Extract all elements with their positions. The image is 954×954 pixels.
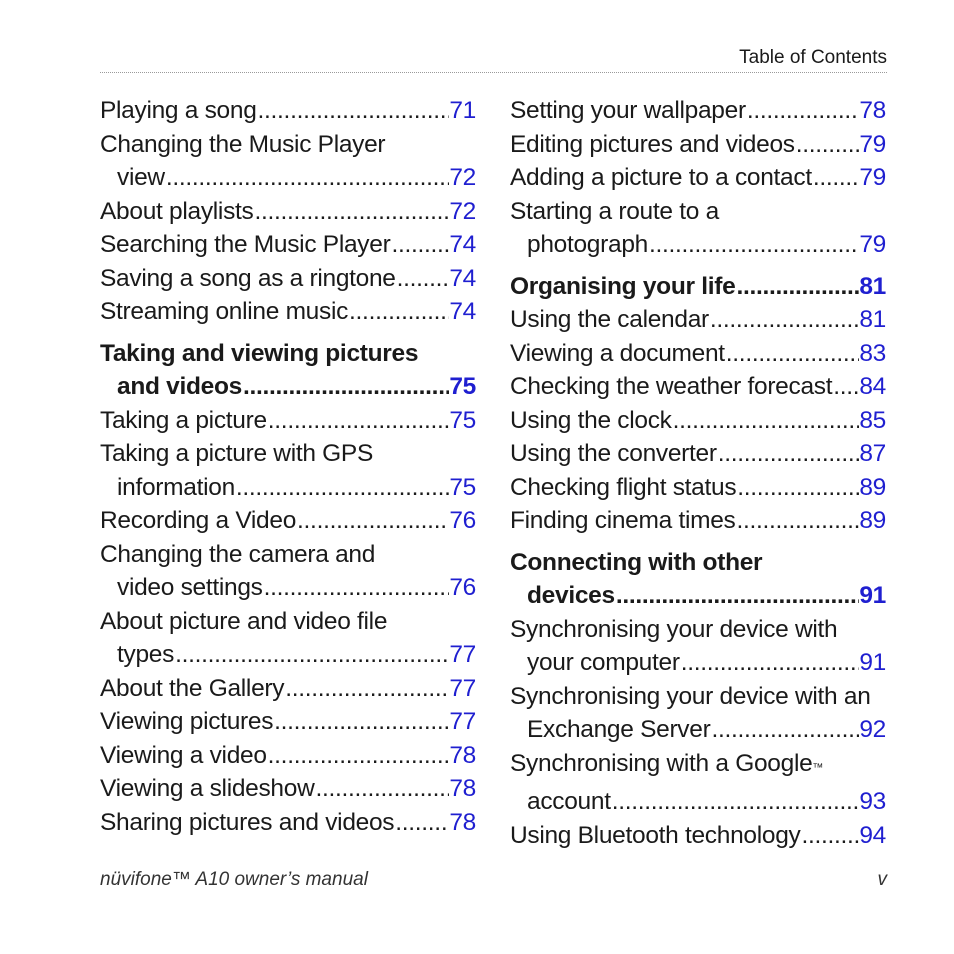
toc-entry[interactable] <box>510 337 886 371</box>
dot-leader <box>390 228 449 262</box>
toc-section-heading[interactable] <box>100 337 476 404</box>
dot-leader <box>263 571 450 605</box>
toc-page-link[interactable]: 87 <box>859 440 886 467</box>
toc-entry-title: Changing the Music Player <box>100 130 386 158</box>
toc-entry-line <box>510 303 886 337</box>
toc-entry-title: Organising your life <box>510 272 736 300</box>
toc-entry-line <box>100 806 476 840</box>
toc-page-link[interactable]: 77 <box>449 641 476 668</box>
toc-entry-line <box>100 538 476 572</box>
toc-entry-line <box>510 579 886 613</box>
toc-entry[interactable] <box>100 128 476 195</box>
toc-page-link[interactable]: 84 <box>859 373 886 400</box>
toc-page-link[interactable]: 75 <box>449 406 476 434</box>
toc-page-link[interactable]: 91 <box>859 649 886 676</box>
toc-page-link[interactable]: 78 <box>449 741 476 769</box>
toc-entry-line <box>100 672 476 706</box>
dot-leader <box>611 785 860 819</box>
toc-entry-line <box>100 471 476 505</box>
toc-entry-title: video settings <box>117 574 263 601</box>
dot-leader <box>396 262 450 296</box>
dot-leader <box>717 437 860 471</box>
toc-page-link[interactable]: 74 <box>449 298 476 325</box>
toc-entry-line <box>100 504 476 538</box>
toc-entry-line <box>510 94 886 128</box>
toc-entry[interactable] <box>510 471 886 505</box>
toc-entry-title: Playing a song <box>100 97 257 124</box>
toc-entry-title: About the Gallery <box>100 674 285 702</box>
dot-leader <box>242 370 449 404</box>
toc-page-link[interactable]: 77 <box>449 708 476 735</box>
toc-entry[interactable] <box>510 404 886 438</box>
toc-entry-title: Taking and viewing pictures <box>100 339 419 367</box>
toc-entry[interactable] <box>100 772 476 806</box>
toc-entry-title: Synchronising with a Google <box>510 749 813 777</box>
dot-leader <box>812 161 860 195</box>
toc-entry-line <box>510 195 886 229</box>
toc-entry-line <box>510 270 886 304</box>
toc-entry-title: Viewing a slideshow <box>100 775 315 802</box>
toc-page-link[interactable]: 92 <box>859 716 886 743</box>
manual-title: nüvifone™ A10 owner’s manual <box>100 869 368 890</box>
toc-entry-line <box>510 370 886 404</box>
dot-leader <box>348 295 449 329</box>
toc-entry[interactable] <box>100 295 476 329</box>
toc-entry-title: Viewing a document <box>510 339 725 367</box>
toc-entry[interactable] <box>100 705 476 739</box>
toc-page-link[interactable]: 75 <box>449 473 476 501</box>
toc-entry-line <box>510 546 886 580</box>
toc-entry-line <box>510 819 886 853</box>
toc-entry-line <box>100 94 476 128</box>
toc-entry-title: Exchange Server <box>527 716 711 743</box>
toc-entry-title: About picture and video file <box>100 607 388 635</box>
toc-entry-title: Editing pictures and videos <box>510 130 795 158</box>
toc-page-link[interactable]: 76 <box>449 507 476 534</box>
dot-leader <box>273 705 449 739</box>
toc-page-link[interactable]: 83 <box>859 339 886 367</box>
toc-entry-line <box>100 404 476 438</box>
toc-entry-line <box>510 161 886 195</box>
dot-leader <box>257 94 450 128</box>
toc-entry-title: and videos <box>117 373 242 400</box>
toc-entry[interactable] <box>100 94 476 128</box>
toc-section-heading[interactable] <box>510 546 886 613</box>
toc-page-link[interactable]: 81 <box>859 306 886 333</box>
toc-entry[interactable] <box>100 228 476 262</box>
toc-page-link[interactable]: 81 <box>859 272 886 300</box>
toc-entry-line <box>100 571 476 605</box>
toc-page-link[interactable]: 78 <box>449 775 476 802</box>
dot-leader <box>615 579 860 613</box>
toc-entry[interactable] <box>510 195 886 262</box>
toc-page-link[interactable]: 89 <box>859 473 886 501</box>
toc-entry-line <box>510 747 886 786</box>
toc-entry-title: Connecting with other <box>510 548 763 576</box>
toc-entry-line <box>100 262 476 296</box>
toc-entry[interactable] <box>510 94 886 128</box>
toc-entry-line <box>510 128 886 162</box>
toc-page-link[interactable]: 85 <box>859 406 886 434</box>
toc-entry[interactable] <box>510 819 886 853</box>
toc-entry-line <box>100 638 476 672</box>
toc-entry-line <box>510 337 886 371</box>
dot-leader <box>253 195 449 229</box>
toc-entry-title: Setting your wallpaper <box>510 97 746 124</box>
toc-entry-title: Viewing pictures <box>100 708 274 735</box>
toc-page-link[interactable]: 91 <box>859 582 886 609</box>
toc-entry-title: Changing the camera and <box>100 540 376 568</box>
dot-leader <box>680 646 860 680</box>
toc-page-link[interactable]: 78 <box>449 808 476 836</box>
toc-left-column <box>100 94 476 839</box>
toc-entry-title: Using the clock <box>510 406 672 434</box>
dot-leader <box>736 471 859 505</box>
toc-entry[interactable] <box>100 195 476 229</box>
toc-entry[interactable] <box>510 747 886 819</box>
toc-entry-title: Starting a route to a <box>510 197 719 225</box>
dot-leader <box>800 819 859 853</box>
toc-entry[interactable] <box>100 672 476 706</box>
dot-leader <box>735 270 859 304</box>
toc-entry-title: Taking a picture <box>100 406 267 434</box>
dot-leader <box>174 638 449 672</box>
toc-page-link[interactable]: 79 <box>859 164 886 191</box>
toc-entry-title: Synchronising your device with an <box>510 682 871 710</box>
dot-leader <box>296 504 449 538</box>
toc-entry-line <box>100 295 476 329</box>
toc-page-link[interactable]: 72 <box>449 164 476 191</box>
toc-entry[interactable] <box>100 437 476 504</box>
dot-leader <box>735 504 859 538</box>
toc-page-link[interactable]: 75 <box>449 373 476 400</box>
toc-entry-title: information <box>117 473 235 501</box>
toc-entry-line <box>510 471 886 505</box>
toc-entry-title: Saving a song as a ringtone <box>100 264 396 292</box>
toc-page-link[interactable]: 89 <box>859 507 886 534</box>
dot-leader <box>795 128 860 162</box>
toc-entry-title: Recording a Video <box>100 507 297 534</box>
toc-entry-title: Sharing pictures and videos <box>100 808 395 836</box>
toc-page-link[interactable]: 74 <box>449 231 476 258</box>
toc-entry[interactable] <box>100 404 476 438</box>
dot-leader <box>648 228 859 262</box>
toc-entry[interactable] <box>100 538 476 605</box>
dot-leader <box>725 337 860 371</box>
toc-entry-title: your computer <box>527 649 680 676</box>
toc-entry-line <box>100 437 476 471</box>
toc-entry-title: About playlists <box>100 197 254 225</box>
toc-page-link[interactable]: 79 <box>859 231 886 258</box>
toc-entry-title: Synchronising your device with <box>510 615 838 643</box>
toc-entry[interactable] <box>100 262 476 296</box>
toc-entry-line <box>510 437 886 471</box>
toc-page-link[interactable]: 77 <box>449 674 476 702</box>
toc-entry-line <box>510 785 886 819</box>
toc-entry-title: Checking the weather forecast <box>510 373 833 400</box>
toc-page-link[interactable]: 71 <box>449 97 476 124</box>
trademark-symbol: ™ <box>812 761 824 774</box>
toc-entry-line <box>100 161 476 195</box>
toc-entry-title: Searching the Music Player <box>100 231 391 258</box>
toc-entry-title: Viewing a video <box>100 741 267 769</box>
dot-leader <box>709 303 859 337</box>
toc-entry-line <box>510 228 886 262</box>
running-header: Table of Contents <box>739 47 887 68</box>
toc-page-link[interactable]: 72 <box>449 197 476 225</box>
dot-leader <box>394 806 449 840</box>
dot-leader <box>165 161 450 195</box>
toc-entry[interactable] <box>510 303 886 337</box>
toc-right-column <box>510 94 886 852</box>
toc-entry-title: devices <box>527 582 615 609</box>
toc-entry-title: photograph <box>527 231 648 258</box>
toc-entry-title: Adding a picture to a contact <box>510 164 812 191</box>
toc-entry-line <box>510 680 886 714</box>
toc-entry-title: account <box>527 788 611 815</box>
dot-leader <box>672 404 860 438</box>
toc-entry-line <box>100 228 476 262</box>
dot-leader <box>235 471 449 505</box>
dot-leader <box>314 772 449 806</box>
toc-entry-line <box>100 772 476 806</box>
toc-entry-line <box>100 605 476 639</box>
toc-entry[interactable] <box>510 370 886 404</box>
toc-entry-line <box>510 613 886 647</box>
toc-entry[interactable] <box>510 504 886 538</box>
toc-entry[interactable] <box>510 437 886 471</box>
toc-entry-line <box>100 195 476 229</box>
toc-entry-title: Taking a picture with GPS <box>100 440 374 467</box>
toc-page-link[interactable]: 78 <box>859 97 886 124</box>
dot-leader <box>267 739 450 773</box>
toc-entry-line <box>510 646 886 680</box>
toc-entry-title: Finding cinema times <box>510 507 736 534</box>
toc-entry-title: Checking flight status <box>510 473 737 501</box>
toc-entry-line <box>510 504 886 538</box>
toc-entry[interactable] <box>510 680 886 747</box>
toc-entry-title: Using the calendar <box>510 306 709 333</box>
toc-entry[interactable] <box>100 504 476 538</box>
toc-entry-line <box>510 404 886 438</box>
toc-entry[interactable] <box>100 806 476 840</box>
toc-entry[interactable] <box>510 128 886 162</box>
toc-entry-title: Using Bluetooth technology <box>510 821 801 849</box>
toc-entry[interactable] <box>510 613 886 680</box>
dot-leader <box>267 404 450 438</box>
toc-entry-line <box>100 370 476 404</box>
dot-leader <box>284 672 449 706</box>
toc-entry-line <box>100 128 476 162</box>
toc-entry-line <box>510 713 886 747</box>
toc-page-link[interactable]: 93 <box>859 788 886 815</box>
toc-page-link[interactable]: 94 <box>859 821 886 849</box>
dot-leader <box>746 94 860 128</box>
dot-leader <box>710 713 859 747</box>
toc-entry-title: Streaming online music <box>100 298 349 325</box>
toc-entry-line <box>100 739 476 773</box>
header-divider <box>100 72 887 73</box>
toc-entry-line <box>100 705 476 739</box>
toc-entry-line <box>100 337 476 371</box>
toc-entry[interactable] <box>510 161 886 195</box>
page-number: v <box>877 869 887 890</box>
toc-page-link[interactable]: 79 <box>859 130 886 158</box>
toc-page-link[interactable]: 76 <box>449 574 476 601</box>
toc-entry[interactable] <box>100 739 476 773</box>
toc-page-link[interactable]: 74 <box>449 264 476 292</box>
dot-leader <box>832 370 859 404</box>
toc-section-heading[interactable] <box>510 270 886 304</box>
toc-entry-title: types <box>117 641 175 668</box>
toc-entry-title: Using the converter <box>510 440 717 467</box>
toc-entry-title: view <box>117 164 165 191</box>
toc-entry[interactable] <box>100 605 476 672</box>
